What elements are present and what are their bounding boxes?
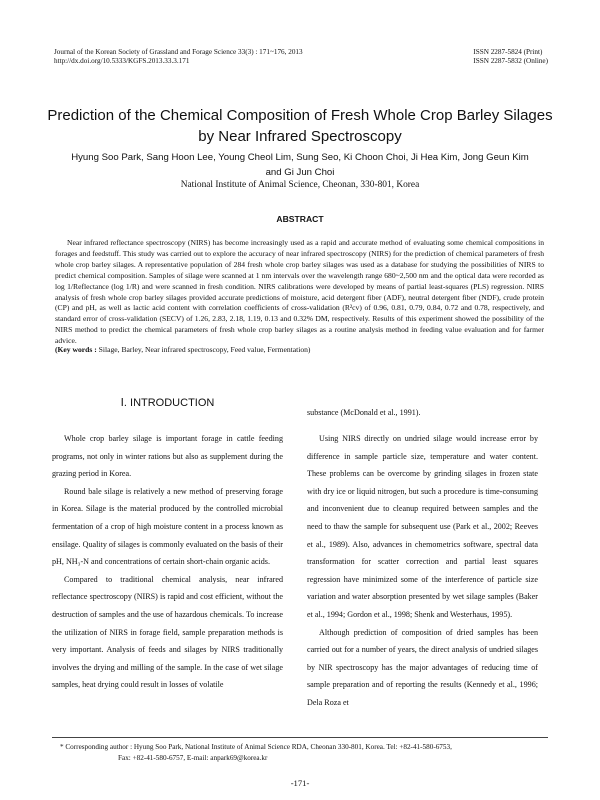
paragraph: Compared to traditional chemical analysis, near infrared reflectance spectroscopy (NIRS) is rapid and cost efficient, without the destruction of samples and the use of hazardous chemicals. To increase the utilization of NIRS in forage field, sample preparation methods is very important. Analysis of feeds and silages by NIRS traditionally involves the drying and milling of the sample. In the case of wet silage samples, heat drying could result in losses of volatile [52,574,283,690]
journal-citation: Journal of the Korean Society of Grassland and Forage Science 33(3) : 171~176, 2013 [54,48,303,56]
footnote-line-1: * Corresponding author : Hyung Soo Park, National Institute of Animal Science RDA, Cheonan 330-801, Korea. Tel: +82-41-580-6753, [60,743,452,751]
paper-title [40,105,560,147]
paragraph: Using NIRS directly on undried silage would increase error by difference in sample particle size, temperature and water content. These problems can be overcome by grinding silages in frozen state with dry ice or liquid nitrogen, but such a procedure is time-consuming and inconvenient due to cleanup required between samples and the need to thaw the sample for subsequent use (Park et al., 2002; Reeves et al., 1989). Also, advances in chemometrics software, spectral data transformation for scatter correction and partial least squares regression have minimized some of the interference of particle size variation and water absorption presented by wet silage samples (Baker et al., 1994; Gordon et al., 1998; Shenk and Westerhaus, 1995). [307,434,538,619]
abstract-text: Near infrared reflectance spectroscopy (NIRS) has become increasingly used as a rapid and accurate method of evaluating some chemical compositions in forages and feedstuff. This study was carried out to explore the accuracy of near infrared spectroscopy (NIRS) for the prediction of chemical parameters of fresh whole crop barley silages. A representative population of 284 fresh whole crop barley silages was used as a database for studying the possibilities of NIRS to predict chemical composition. Samples of silage were scanned at 1 nm intervals over the wavelength range 680~2,500 nm and the optical data were recorded as log 1/Reflectance (log 1/R) and were scanned in fresh condition. NIRS calibrations were developed by means of partial least-squares (PLS) regression. NIRS analysis of fresh whole crop barley silages provided accurate predictions of moisture, acid detergent fiber (ADF), neutral detergent fiber (NDF), crude protein (CP) and pH, as well as lactic acid content with correlation coefficients of cross-validation (R²cv) of 0.96, 0.81, 0.79, 0.84, 0.72 and 0.78, respectively, and standard error of cross-validation (SECV) of 1.26, 2.83, 2.18, 1.19, 0.13 and 0.32% DM, respectively. Results of this experiment showed the possibility of the NIRS method to predict the chemical parameters of fresh whole crop barley silages as a routine analysis method in feeding value evaluation and for farmer advice. [55,238,544,346]
journal-header [54,48,303,66]
abstract-heading: ABSTRACT [276,214,324,224]
continued-text: substance (McDonald et al., 1991). [307,408,421,417]
footnote-line-2: Fax: +82-41-580-6757, E-mail: anpark69@korea.kr [118,754,268,762]
keywords [55,345,544,355]
authors-line-2: and Gi Jun Choi [265,167,335,178]
issn-online: ISSN 2287-5832 (Online) [473,57,548,65]
paragraph: Although prediction of composition of dried samples has been carried out for a number of years, the direct analysis of undried silages by NIR spectroscopy has the major advantages of reducing time of sample preparation and of reporting the results (Kennedy et al., 1996; Dela Roza et [307,627,538,707]
section-heading-introduction: Ⅰ. INTRODUCTION [120,397,215,409]
footnote-divider [52,737,548,738]
issn-block [473,48,548,66]
affiliation: National Institute of Animal Science, Cheonan, 330-801, Korea [180,180,420,190]
doi-link[interactable]: http://dx.doi.org/10.5333/KGFS.2013.33.3.171 [54,57,190,65]
paragraph: Whole crop barley silage is important forage in cattle feeding programs, not only in winter rations but also as supplement during the grazing period in Korea. [52,434,283,479]
title-line-2: by Near Infrared Spectroscopy [198,128,402,145]
title-line-1: Prediction of the Chemical Composition of Fresh Whole Crop Barley Silages [47,107,553,124]
corresponding-author-footnote [60,742,550,764]
author-list [40,150,560,180]
keywords-list: Silage, Barley, Near infrared spectroscopy, Feed value, Fermentation) [98,345,311,354]
page-number: -171- [290,778,310,788]
paragraph: Round bale silage is relatively a new method of preserving forage in Korea. Silage is the material produced by the controlled microbial fermentation of a crop of high moisture content in a process known as ensilage. Quality of silages is commonly evaluated on the basis of their pH, NH₃-N and concentrations of certain short-chain organic acids. [52,486,283,567]
right-column [307,430,538,712]
issn-print: ISSN 2287-5824 (Print) [473,48,543,56]
authors-line-1: Hyung Soo Park, Sang Hoon Lee, Young Cheol Lim, Sung Seo, Ki Choon Choi, Ji Hea Kim, Jong Geun Kim [71,152,529,163]
keywords-label: (Key words : [55,345,97,354]
left-column [52,430,283,694]
